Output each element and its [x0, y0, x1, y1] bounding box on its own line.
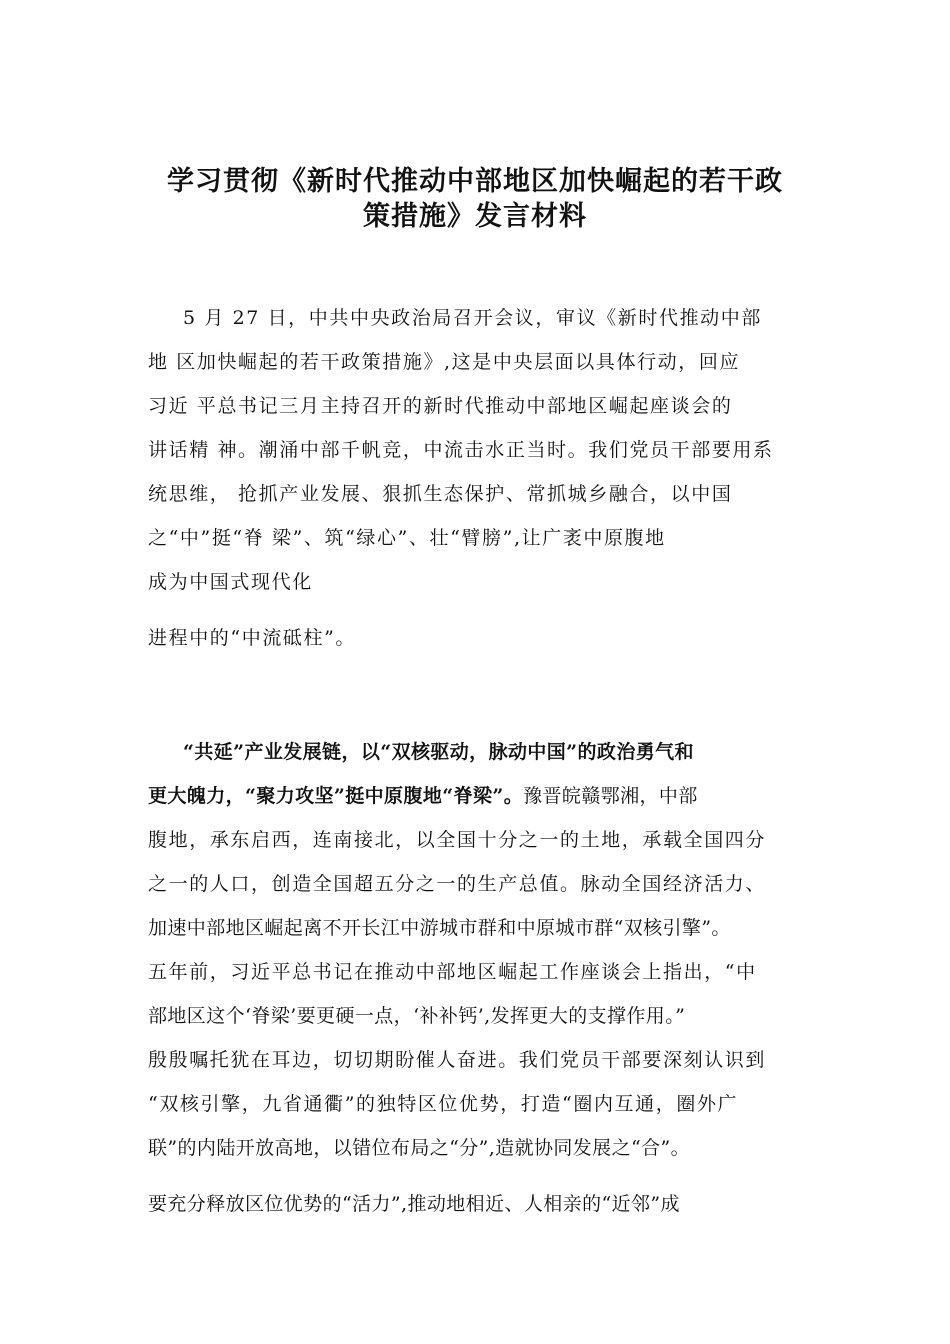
paragraph-1-line-3: 习近 平总书记三月主持召开的新时代推动中部地区崛起座谈会的 [148, 395, 733, 417]
paragraph-1-line-4: 讲话精 神。潮涌中部千帆竞，中流击水正当时。我们党员干部要用系 [148, 439, 774, 461]
paragraph-1-line-1: 5 月 27 日，中共中央政治局召开会议，审议《新时代推动中部 [183, 307, 762, 329]
paragraph-2-line-4: 之一的人口，创造全国超五分之一的生产总值。脉动全国经济活力、 [148, 873, 767, 895]
paragraph-2-line-10: 联”的内陆开放高地，以错位布局之“分”,造就协同发展之“合”。 [148, 1137, 691, 1159]
paragraph-2-lead-line-1: “共延”产业发展链，以“双核驱动，脉动中国”的政治勇气和 [183, 741, 694, 763]
paragraph-1-line-2: 地 区加快崛起的若干政策措施》,这是中央层面以具体行动，回应 [148, 351, 741, 373]
paragraph-2-line-2 [148, 784, 808, 808]
paragraph-2-line-9: “双核引擎，九省通衢”的独特区位优势，打造“圈内互通，圈外广 [148, 1093, 739, 1115]
paragraph-2-line-7: 部地区这个‘脊梁’要更硬一点，‘补补钙’,发挥更大的支撑作用。” [148, 1005, 686, 1027]
paragraph-1-line-5: 统思维， 抢抓产业发展、狠抓生态保护、常抓城乡融合，以中国 [148, 483, 733, 505]
paragraph-1-line-6: 之“中”挺“脊 梁”、筑“绿心”、壮“臂膀”,让广袤中原腹地 [148, 527, 666, 549]
paragraph-2-line-8: 殷殷嘱托犹在耳边，切切期盼催人奋进。我们党员干部要深刻认识到 [148, 1049, 767, 1071]
paragraph-2-line-11: 要充分释放区位优势的“活力”,推动地相近、人相亲的“近邻”成 [148, 1193, 680, 1215]
paragraph-2-line-2-rest: 豫晋皖赣鄂湘，中部 [523, 785, 698, 807]
paragraph-1-line-7: 成为中国式现代化 [148, 571, 313, 593]
paragraph-2-lead-line-2: 更大魄力，“聚力攻坚”挺中原腹地“脊梁”。 [148, 785, 524, 807]
paragraph-1-line-8: 进程中的“中流砥柱”。 [148, 627, 357, 649]
paragraph-2-line-5: 加速中部地区崛起离不开长江中游城市群和中原城市群“双核引擎”。 [148, 917, 731, 939]
document-title-line-2: 策措施》发言材料 [363, 201, 587, 232]
paragraph-2-line-3: 腹地，承东启西，连南接北，以全国十分之一的土地，承载全国四分 [148, 829, 767, 851]
document-title-line-1: 学习贯彻《新时代推动中部地区加快崛起的若干政 [167, 166, 783, 197]
paragraph-2-line-6: 五年前，习近平总书记在推动中部地区崛起工作座谈会上指出，“中 [148, 961, 757, 983]
